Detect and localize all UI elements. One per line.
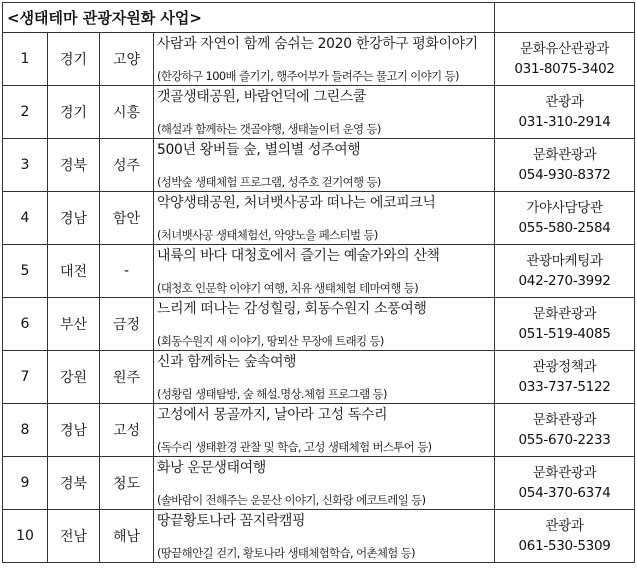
- program-detail: (한강하구 100배 즐기기, 행주어부가 들려주는 물고기 이야기 등): [157, 69, 459, 83]
- program-cell: [154, 404, 495, 457]
- phone-number: 054-930-8372: [518, 167, 611, 183]
- program-cell: [154, 351, 495, 404]
- department-name: 관광마케팅과: [526, 253, 603, 269]
- city-cell: 금정: [100, 298, 154, 351]
- region-cell: 경기: [48, 33, 100, 86]
- program-title: 화낭 운문생태여행: [157, 460, 266, 476]
- region-cell: 강원: [48, 351, 100, 404]
- department-name: 관광과: [545, 518, 584, 534]
- department-name: 관광정책과: [532, 359, 597, 375]
- tour-program-table: [2, 2, 635, 563]
- program-detail: (독수리 생태환경 관찰 및 학습, 고성 생태체험 버스투어 등): [157, 440, 432, 454]
- table-row: [3, 139, 635, 192]
- program-cell: [154, 192, 495, 245]
- contact-cell: [495, 298, 635, 351]
- program-detail: (대청호 인문학 이야기 여행, 치유 생태체험 테마여행 등): [157, 281, 419, 295]
- program-detail: (성박숲 생태체험 프로그램, 성주호 걷기여행 등): [157, 175, 381, 189]
- city-cell: 청도: [100, 457, 154, 510]
- program-title: 500년 왕버들 숲, 별의별 성주여행: [157, 142, 361, 158]
- program-title: 신과 함께하는 숲속여행: [157, 354, 297, 370]
- department-name: 문화유산관광과: [519, 41, 610, 57]
- contact-cell: [495, 351, 635, 404]
- row-number: 7: [3, 351, 48, 404]
- contact-cell: [495, 139, 635, 192]
- phone-number: 061-530-5309: [518, 538, 611, 554]
- department-name: 문화관광과: [532, 465, 597, 481]
- phone-number: 031-310-2914: [518, 114, 611, 130]
- city-cell: 해남: [100, 510, 154, 563]
- contact-cell: [495, 404, 635, 457]
- program-title: 갯골생태공원, 바람언덕에 그린스쿨: [157, 89, 366, 105]
- row-number: 2: [3, 86, 48, 139]
- table-title-row: [3, 3, 635, 33]
- region-cell: 부산: [48, 298, 100, 351]
- phone-number: 042-270-3992: [518, 273, 611, 289]
- program-cell: [154, 139, 495, 192]
- table-row: [3, 510, 635, 563]
- program-detail: (회동수원지 새 이야기, 땅뫼산 무장애 트래킹 등): [157, 334, 384, 348]
- row-number: 5: [3, 245, 48, 298]
- program-cell: [154, 245, 495, 298]
- table-row: [3, 33, 635, 86]
- program-cell: [154, 457, 495, 510]
- row-number: 6: [3, 298, 48, 351]
- program-title: 악양생태공원, 처녀뱃사공과 떠나는 에코피크닉: [157, 195, 436, 211]
- table-row: [3, 351, 635, 404]
- program-title: 땅끝황토나라 꼼지락캠핑: [157, 513, 306, 529]
- row-number: 1: [3, 33, 48, 86]
- program-cell: [154, 298, 495, 351]
- city-cell: 성주: [100, 139, 154, 192]
- contact-cell: [495, 33, 635, 86]
- program-detail: (성황림 생태탐방, 숲 해설.명상.체험 프로그램 등): [157, 387, 387, 401]
- program-detail: (처녀뱃사공 생태체험선, 악양노을 페스티벌 등): [157, 228, 378, 242]
- phone-number: 055-670-2233: [518, 432, 611, 448]
- program-cell: [154, 33, 495, 86]
- region-cell: 경기: [48, 86, 100, 139]
- phone-number: 051-519-4085: [518, 326, 611, 342]
- title-blank-cell: [495, 3, 635, 33]
- contact-cell: [495, 192, 635, 245]
- region-cell: 경북: [48, 457, 100, 510]
- table-row: [3, 245, 635, 298]
- row-number: 9: [3, 457, 48, 510]
- program-title: 사람과 자연이 함께 숨쉬는 2020 한강하구 평화이야기: [157, 36, 478, 52]
- phone-number: 055-580-2584: [518, 220, 611, 236]
- department-name: 문화관광과: [532, 412, 597, 428]
- department-name: 가야사담당관: [526, 200, 603, 216]
- program-title: 내륙의 바다 대청호에서 즐기는 예술가와의 산책: [157, 248, 440, 264]
- phone-number: 033-737-5122: [518, 379, 611, 395]
- region-cell: 경남: [48, 192, 100, 245]
- row-number: 10: [3, 510, 48, 563]
- program-detail: (해설과 함께하는 갯골야행, 생태놀이터 운영 등): [157, 122, 381, 136]
- contact-cell: [495, 457, 635, 510]
- phone-number: 054-370-6374: [518, 485, 611, 501]
- table-row: [3, 86, 635, 139]
- department-name: 문화관광과: [532, 147, 597, 163]
- phone-number: 031-8075-3402: [514, 61, 615, 77]
- program-cell: [154, 510, 495, 563]
- city-cell: 고양: [100, 33, 154, 86]
- region-cell: 경남: [48, 404, 100, 457]
- city-cell: 원주: [100, 351, 154, 404]
- city-cell: 고성: [100, 404, 154, 457]
- program-title: 느리게 떠나는 감성힐링, 회동수원지 소풍여행: [157, 301, 427, 317]
- contact-cell: [495, 510, 635, 563]
- city-cell: 함안: [100, 192, 154, 245]
- row-number: 4: [3, 192, 48, 245]
- row-number: 8: [3, 404, 48, 457]
- region-cell: 대전: [48, 245, 100, 298]
- region-cell: 경북: [48, 139, 100, 192]
- table-row: [3, 192, 635, 245]
- city-cell: -: [100, 245, 154, 298]
- program-detail: (솔바람이 전해주는 운문산 이야기, 신화랑 에코트레일 등): [157, 493, 426, 507]
- table-row: [3, 457, 635, 510]
- department-name: 관광과: [545, 94, 584, 110]
- table-row: [3, 298, 635, 351]
- row-number: 3: [3, 139, 48, 192]
- contact-cell: [495, 245, 635, 298]
- department-name: 문화관광과: [532, 306, 597, 322]
- program-title: 고성에서 몽골까지, 날아라 고성 독수리: [157, 407, 388, 423]
- contact-cell: [495, 86, 635, 139]
- table-row: [3, 404, 635, 457]
- table-title: <생태테마 관광자원화 사업>: [3, 3, 495, 33]
- region-cell: 전남: [48, 510, 100, 563]
- program-cell: [154, 86, 495, 139]
- city-cell: 시흥: [100, 86, 154, 139]
- program-detail: (땅끝해안길 걷기, 황토나라 생태체험학습, 어촌체험 등): [157, 546, 416, 560]
